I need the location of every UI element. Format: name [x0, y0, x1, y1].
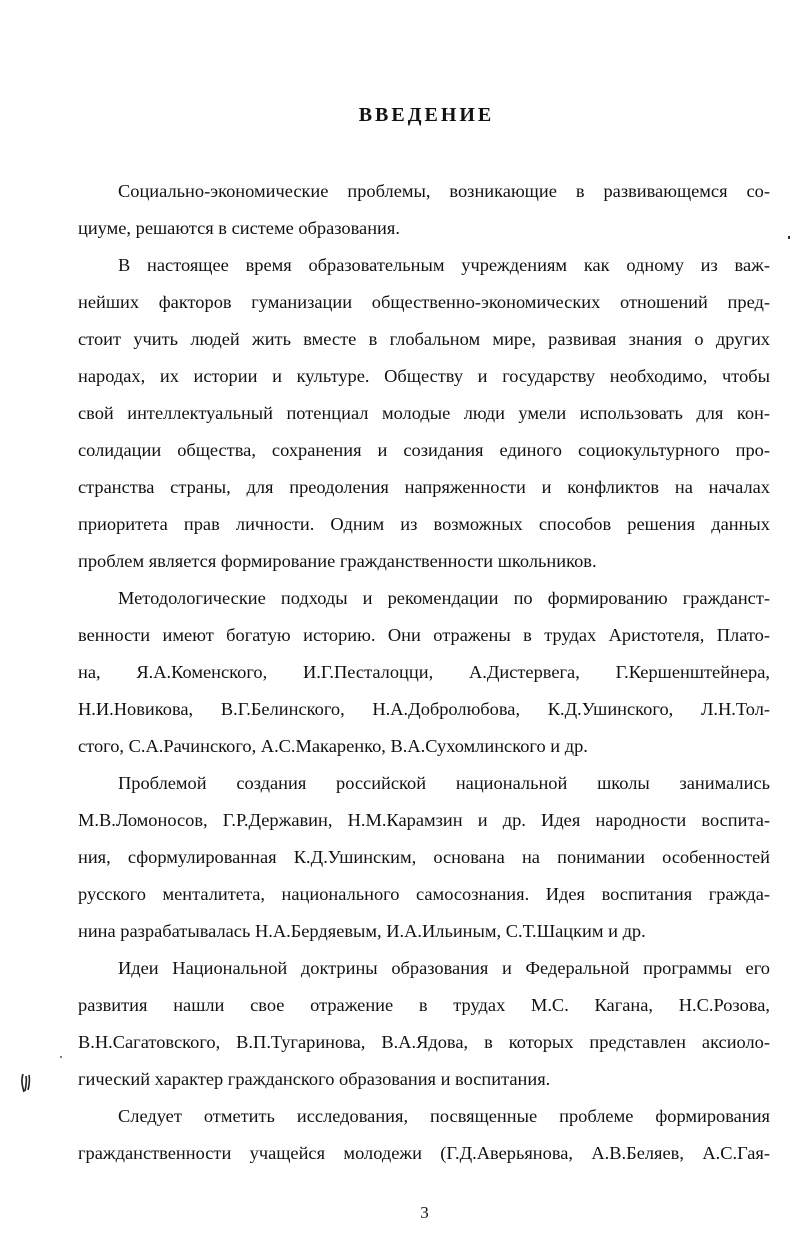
- paragraph-line: нейших факторов гуманизации общественно-экономических отношений пред-: [78, 292, 770, 312]
- paragraph-line: странства страны, для преодоления напряженности и конфликтов на началах: [78, 477, 770, 497]
- paragraph-line: солидации общества, сохранения и созидания единого социокультурного про-: [78, 440, 770, 460]
- paragraph-line: развития нашли свое отражение в трудах М.С. Кагана, Н.С.Розова,: [78, 995, 770, 1015]
- paragraph-line: Следует отметить исследования, посвященные проблеме формирования: [118, 1106, 770, 1126]
- paragraph-line: М.В.Ломоносов, Г.Р.Державин, Н.М.Карамзин и др. Идея народности воспита-: [78, 810, 770, 830]
- paragraph-line: стоит учить людей жить вместе в глобальном мире, развивая знания о других: [78, 329, 770, 349]
- handwritten-margin-mark: [20, 1072, 32, 1094]
- paragraph-line: В.Н.Сагатовского, В.П.Тугаринова, В.А.Ядова, в которых представлен аксиоло-: [78, 1032, 770, 1052]
- paragraph-line: приоритета прав личности. Одним из возможных способов решения данных: [78, 514, 770, 534]
- body-text: [78, 173, 770, 1172]
- paragraph-line: Проблемой создания российской национальной школы занимались: [118, 773, 770, 793]
- paragraph-line: нина разрабатывалась Н.А.Бердяевым, И.А.Ильиным, С.Т.Шацким и др.: [78, 921, 646, 941]
- section-title: ВВЕДЕНИЕ: [358, 104, 495, 126]
- paragraph-line: на, Я.А.Коменского, И.Г.Песталоцци, А.Дистервега, Г.Кершенштейнера,: [78, 662, 770, 682]
- paragraph-line: гический характер гражданского образования и воспитания.: [78, 1069, 551, 1089]
- paragraph-line: Социально-экономические проблемы, возникающие в развивающемся со-: [118, 181, 770, 201]
- paragraph-line: В настоящее время образовательным учреждениям как одному из важ-: [118, 255, 770, 275]
- paragraph-line: ния, сформулированная К.Д.Ушинским, основана на понимании особенностей: [78, 847, 770, 867]
- paragraph-line: гражданственности учащейся молодежи (Г.Д.Аверьянова, А.В.Беляев, А.С.Гая-: [78, 1143, 770, 1163]
- paragraph-line: Методологические подходы и рекомендации по формированию гражданст-: [118, 588, 770, 608]
- paragraph-line: Н.И.Новикова, В.Г.Белинского, Н.А.Добролюбова, К.Д.Ушинского, Л.Н.Тол-: [78, 699, 770, 719]
- paragraph-line: русского менталитета, национального самосознания. Идея воспитания гражда-: [78, 884, 770, 904]
- paragraph-line: венности имеют богатую историю. Они отражены в трудах Аристотеля, Плато-: [78, 625, 770, 645]
- scan-speck: [60, 1056, 62, 1058]
- scan-edge-mark: [788, 236, 790, 239]
- paragraph-line: Идеи Национальной доктрины образования и Федеральной программы его: [118, 958, 770, 978]
- paragraph-line: народах, их истории и культуре. Обществу и государству необходимо, чтобы: [78, 366, 770, 386]
- paragraph-line: циуме, решаются в системе образования.: [78, 218, 400, 238]
- paragraph-line: проблем является формирование гражданственности школьников.: [78, 551, 597, 571]
- paragraph-line: свой интеллектуальный потенциал молодые люди умели использовать для кон-: [78, 403, 770, 423]
- paragraph-line: стого, С.А.Рачинского, А.С.Макаренко, В.А.Сухомлинского и др.: [78, 736, 588, 756]
- page-number: 3: [420, 1203, 429, 1222]
